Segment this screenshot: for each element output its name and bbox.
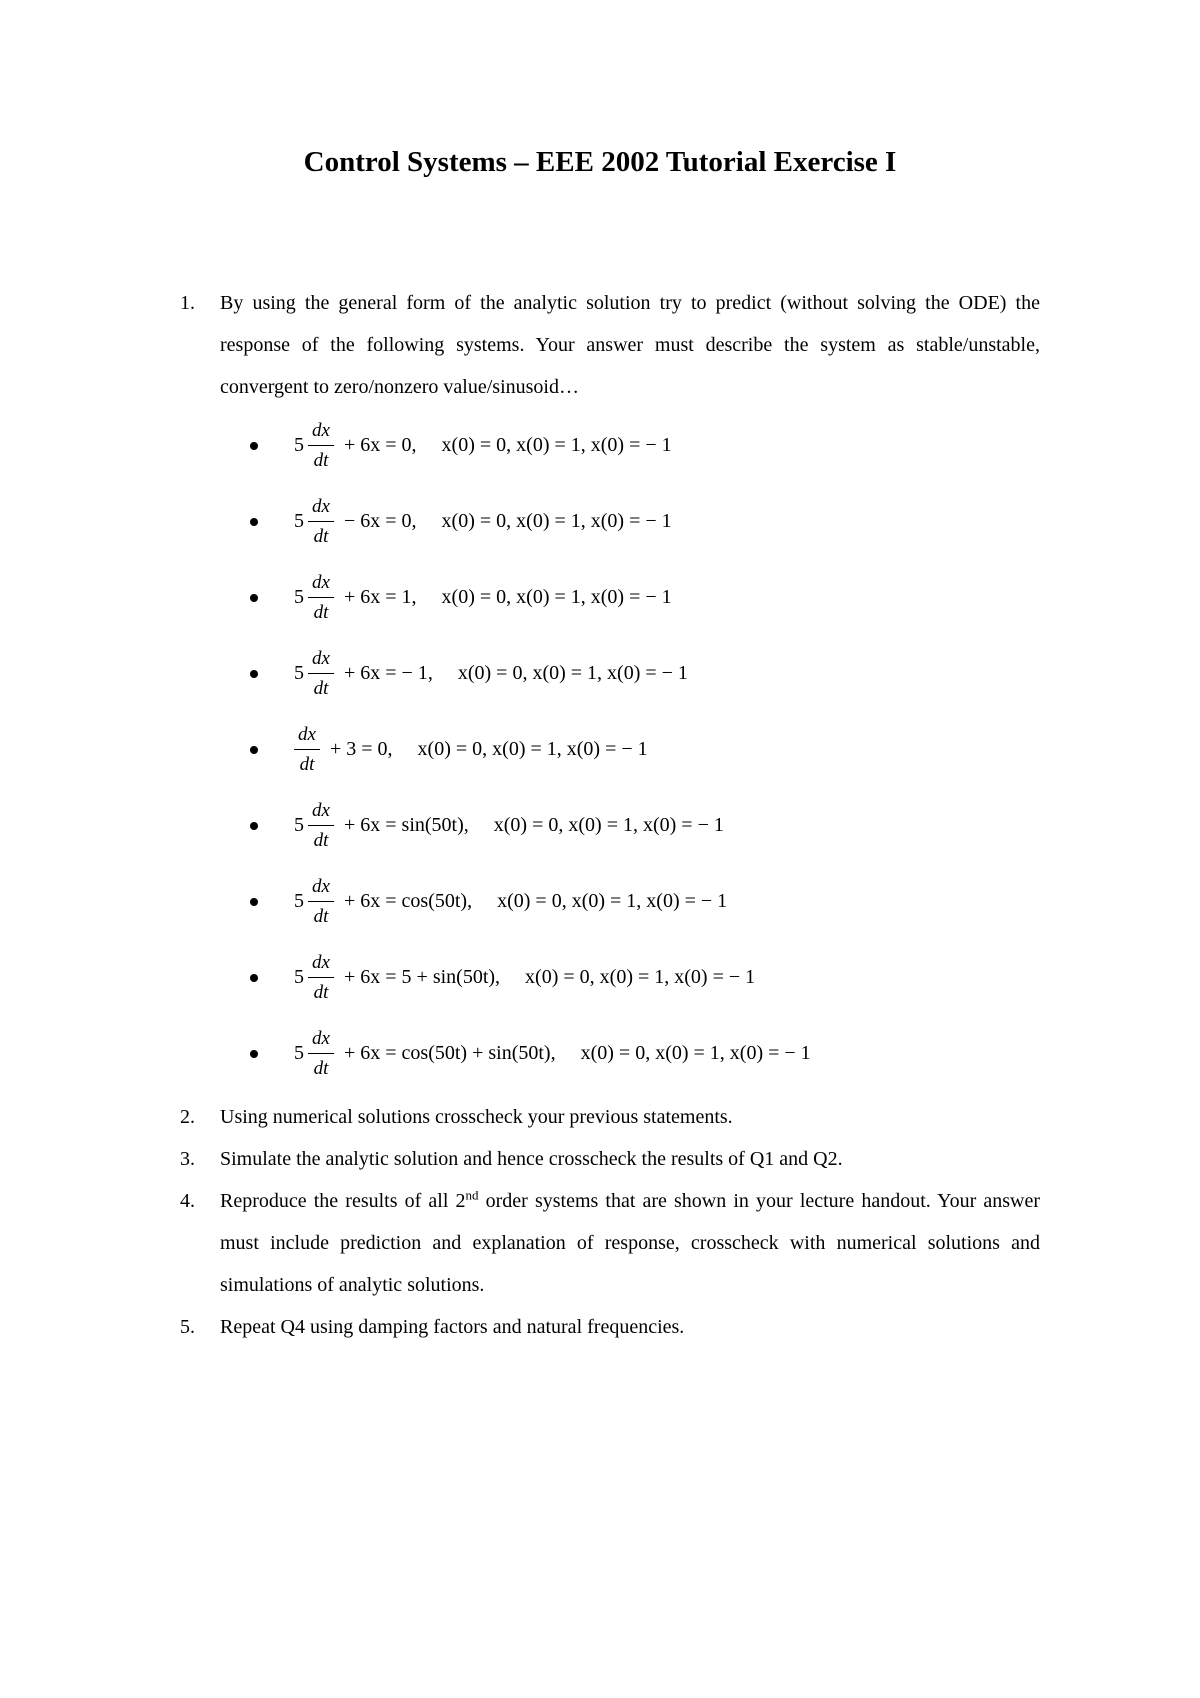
fraction-numerator: dx: [312, 800, 330, 821]
ordinal-superscript: nd: [465, 1187, 479, 1203]
question-5: [180, 1306, 1040, 1348]
question-number: 5.: [180, 1316, 195, 1338]
question-text: Repeat Q4 using damping factors and natural frequencies.: [220, 1316, 685, 1338]
question-2: [180, 1096, 1040, 1138]
fraction-denominator: dt: [313, 830, 329, 851]
bullet-icon: [250, 1050, 258, 1058]
fraction-bar: [308, 521, 334, 522]
coefficient: 5: [294, 510, 304, 532]
equation-rhs: + 3 = 0, x(0) = 0, x(0) = 1, x(0) = − 1: [330, 738, 648, 760]
equation-rhs: + 6x = − 1, x(0) = 0, x(0) = 1, x(0) = − 1: [344, 662, 688, 684]
bullet-icon: [250, 746, 258, 754]
coefficient: 5: [294, 890, 304, 912]
page-title: Control Systems – EEE 2002 Tutorial Exercise I: [303, 146, 897, 178]
coefficient: 5: [294, 434, 304, 456]
question-4: [180, 1180, 1040, 1306]
question-text: Simulate the analytic solution and hence crosscheck the results of Q1 and Q2.: [220, 1148, 843, 1170]
equation-rhs: − 6x = 0, x(0) = 0, x(0) = 1, x(0) = − 1: [344, 510, 672, 532]
equation-rhs: + 6x = 5 + sin(50t), x(0) = 0, x(0) = 1, x(0) = − 1: [344, 966, 756, 988]
coefficient: 5: [294, 814, 304, 836]
bullet-icon: [250, 518, 258, 526]
question-1: [180, 282, 1040, 408]
fraction-numerator: dx: [312, 496, 330, 517]
question-text: [220, 1180, 1040, 1306]
coefficient: 5: [294, 1042, 304, 1064]
question-text-rest: order systems that are shown in your lecture handout. Your answer must include prediction and explanation of response, crosscheck with numerical solutions and simulations of analytic solutions.: [220, 1190, 1040, 1296]
fraction-denominator: dt: [313, 982, 329, 1003]
fraction-bar: [308, 977, 334, 978]
question-number: 4.: [180, 1190, 195, 1212]
question-number: 1.: [180, 292, 195, 314]
fraction-denominator: dt: [313, 602, 329, 623]
equation-rhs: + 6x = cos(50t), x(0) = 0, x(0) = 1, x(0) = − 1: [344, 890, 728, 912]
fraction-numerator: dx: [312, 648, 330, 669]
bullet-icon: [250, 898, 258, 906]
fraction-denominator: dt: [299, 754, 315, 775]
fraction-denominator: dt: [313, 450, 329, 471]
fraction-numerator: dx: [298, 724, 316, 745]
fraction-bar: [308, 445, 334, 446]
question-3: [180, 1138, 1040, 1180]
bullet-icon: [250, 670, 258, 678]
fraction-bar: [308, 825, 334, 826]
fraction-numerator: dx: [312, 572, 330, 593]
equation-rhs: + 6x = 0, x(0) = 0, x(0) = 1, x(0) = − 1: [344, 434, 672, 456]
fraction-bar: [308, 901, 334, 902]
fraction-denominator: dt: [313, 678, 329, 699]
bullet-icon: [250, 442, 258, 450]
question-number: 2.: [180, 1106, 195, 1128]
question-text: Using numerical solutions crosscheck your previous statements.: [220, 1106, 733, 1128]
fraction-bar: [294, 749, 320, 750]
fraction-bar: [308, 1053, 334, 1054]
fraction-numerator: dx: [312, 420, 330, 441]
coefficient: 5: [294, 662, 304, 684]
equation-rhs: + 6x = sin(50t), x(0) = 0, x(0) = 1, x(0) = − 1: [344, 814, 724, 836]
coefficient: 5: [294, 586, 304, 608]
fraction-numerator: dx: [312, 1028, 330, 1049]
question-text-start: Reproduce the results of all 2: [220, 1190, 466, 1212]
fraction-bar: [308, 673, 334, 674]
fraction-denominator: dt: [313, 906, 329, 927]
fraction-numerator: dx: [312, 876, 330, 897]
coefficient: 5: [294, 966, 304, 988]
bullet-icon: [250, 974, 258, 982]
equation-rhs: + 6x = cos(50t) + sin(50t), x(0) = 0, x(0) = 1, x(0) = − 1: [344, 1042, 811, 1064]
fraction-bar: [308, 597, 334, 598]
bullet-icon: [250, 594, 258, 602]
fraction-denominator: dt: [313, 526, 329, 547]
question-number: 3.: [180, 1148, 195, 1170]
fraction-denominator: dt: [313, 1058, 329, 1079]
fraction-numerator: dx: [312, 952, 330, 973]
question-text: By using the general form of the analytic solution try to predict (without solving the ODE) the response of the following systems. Your answer must describe the system as stable/unstable, convergent to zero/nonzero value/sinusoid…: [220, 292, 1040, 398]
equation-rhs: + 6x = 1, x(0) = 0, x(0) = 1, x(0) = − 1: [344, 586, 672, 608]
bullet-icon: [250, 822, 258, 830]
